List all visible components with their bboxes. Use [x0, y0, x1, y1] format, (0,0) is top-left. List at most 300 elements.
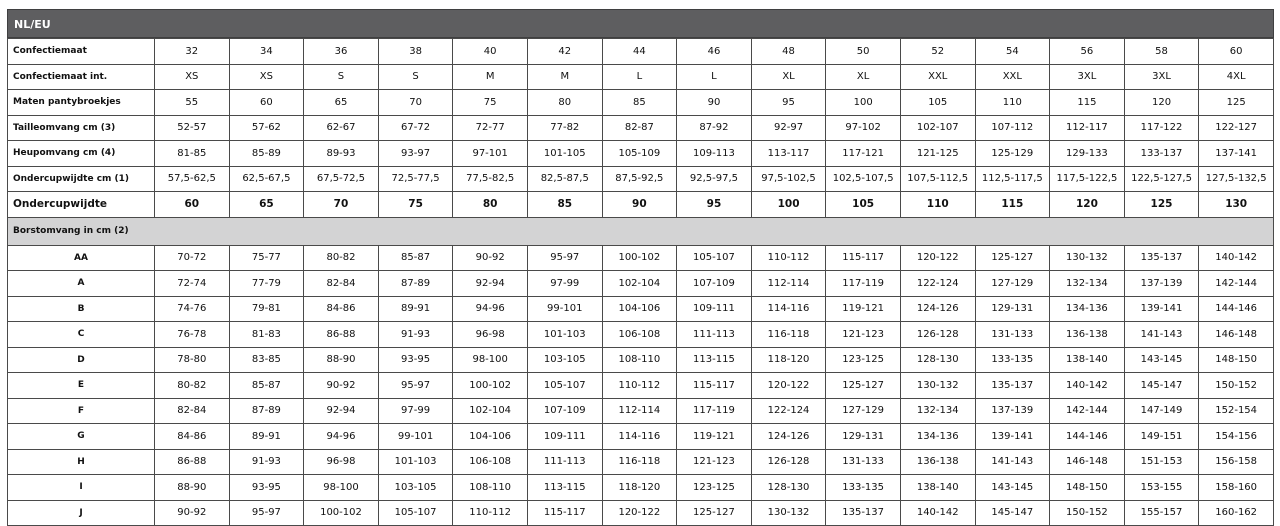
table-row — [8, 141, 1274, 167]
table-cell: 90-92 — [304, 373, 379, 399]
table-cell: 94-96 — [453, 296, 528, 322]
table-cell: 94-96 — [304, 424, 379, 450]
table-cell: 106-108 — [453, 449, 528, 475]
table-cell: 95 — [677, 192, 752, 218]
table-cell: 114-116 — [602, 424, 677, 450]
table-cell: 105 — [826, 192, 901, 218]
cup-size-label: F — [8, 398, 155, 424]
table-cell: 102-104 — [453, 398, 528, 424]
table-cell: 97-99 — [527, 271, 602, 297]
table-cell: 135-137 — [826, 500, 901, 526]
table-cell: 111-113 — [677, 322, 752, 348]
table-cell: 89-93 — [304, 141, 379, 167]
table-cell: 141-143 — [975, 449, 1050, 475]
table-row — [8, 373, 1274, 399]
table-cell: 44 — [602, 39, 677, 65]
table-cell: 139-141 — [1124, 296, 1199, 322]
table-cell: 125-127 — [677, 500, 752, 526]
table-cell: 138-140 — [1050, 347, 1125, 373]
table-cell: 131-133 — [826, 449, 901, 475]
table-cell: 121-123 — [826, 322, 901, 348]
table-cell: 38 — [378, 39, 453, 65]
table-cell: 139-141 — [975, 424, 1050, 450]
table-cell: 56 — [1050, 39, 1125, 65]
table-cell: 141-143 — [1124, 322, 1199, 348]
table-cell: 77-79 — [229, 271, 304, 297]
table-cell: 125 — [1199, 90, 1274, 116]
table-cell: 99-101 — [378, 424, 453, 450]
table-cell: 129-131 — [826, 424, 901, 450]
table-cell: 72-77 — [453, 115, 528, 141]
table-cell: 107-109 — [677, 271, 752, 297]
table-cell: 102-107 — [900, 115, 975, 141]
table-cell: 93-97 — [378, 141, 453, 167]
table-cell: 137-139 — [975, 398, 1050, 424]
table-cell: 135-137 — [975, 373, 1050, 399]
table-cell: 97-101 — [453, 141, 528, 167]
table-cell: S — [378, 64, 453, 90]
table-cell: 95-97 — [378, 373, 453, 399]
table-cell: 133-135 — [975, 347, 1050, 373]
table-cell: 140-142 — [900, 500, 975, 526]
table-row — [8, 449, 1274, 475]
row-label: Heupomvang cm (4) — [8, 141, 155, 167]
table-cell: 118-120 — [602, 475, 677, 501]
table-cell: 65 — [304, 90, 379, 116]
table-cell: 130-132 — [751, 500, 826, 526]
table-cell: 130-132 — [1050, 245, 1125, 271]
table-cell: 97-99 — [378, 398, 453, 424]
table-cell: XS — [229, 64, 304, 90]
table-row — [8, 271, 1274, 297]
table-cell: S — [304, 64, 379, 90]
table-cell: 91-93 — [229, 449, 304, 475]
table-cell: 85-87 — [229, 373, 304, 399]
table-cell: 148-150 — [1199, 347, 1274, 373]
table-cell: 105-107 — [677, 245, 752, 271]
table-cell: 118-120 — [751, 347, 826, 373]
table-cell: XXL — [975, 64, 1050, 90]
table-cell: 88-90 — [155, 475, 230, 501]
table-cell: 108-110 — [453, 475, 528, 501]
table-row — [8, 398, 1274, 424]
table-cell: 60 — [155, 192, 230, 218]
table-cell: 121-125 — [900, 141, 975, 167]
table-row — [8, 296, 1274, 322]
table-cell: 127-129 — [826, 398, 901, 424]
table-cell: 124-126 — [900, 296, 975, 322]
table-cell: 142-144 — [1199, 271, 1274, 297]
table-cell: 116-118 — [602, 449, 677, 475]
table-cell: 146-148 — [1050, 449, 1125, 475]
table-cell: 154-156 — [1199, 424, 1274, 450]
table-cell: 82-84 — [304, 271, 379, 297]
table-cell: 70 — [378, 90, 453, 116]
table-title: NL/EU — [7, 9, 1274, 38]
table-cell: 62-67 — [304, 115, 379, 141]
table-cell: 85-87 — [378, 245, 453, 271]
table-cell: 42 — [527, 39, 602, 65]
table-cell: 104-106 — [453, 424, 528, 450]
row-label: Confectiemaat int. — [8, 64, 155, 90]
table-cell: 122,5-127,5 — [1124, 166, 1199, 192]
cup-size-label: I — [8, 475, 155, 501]
table-cell: 82,5-87,5 — [527, 166, 602, 192]
table-cell: 134-136 — [900, 424, 975, 450]
table-cell: 135-137 — [1124, 245, 1199, 271]
table-cell: 99-101 — [527, 296, 602, 322]
table-cell: 150-152 — [1050, 500, 1125, 526]
table-cell: 129-131 — [975, 296, 1050, 322]
table-row — [8, 322, 1274, 348]
table-cell: 113-115 — [677, 347, 752, 373]
table-cell: 106-108 — [602, 322, 677, 348]
table-cell: 112-114 — [602, 398, 677, 424]
table-cell: 72-74 — [155, 271, 230, 297]
table-cell: 50 — [826, 39, 901, 65]
table-cell: 105-107 — [378, 500, 453, 526]
table-cell: M — [453, 64, 528, 90]
table-cell: 115 — [975, 192, 1050, 218]
table-cell: 90 — [602, 192, 677, 218]
table-cell: 146-148 — [1199, 322, 1274, 348]
table-cell: 134-136 — [1050, 296, 1125, 322]
table-cell: XS — [155, 64, 230, 90]
table-cell: 98-100 — [304, 475, 379, 501]
table-cell: 80-82 — [304, 245, 379, 271]
table-cell: 144-146 — [1199, 296, 1274, 322]
table-cell: 115-117 — [677, 373, 752, 399]
table-cell: 80-82 — [155, 373, 230, 399]
cup-size-label: C — [8, 322, 155, 348]
table-cell: 133-137 — [1124, 141, 1199, 167]
table-cell: 150-152 — [1199, 373, 1274, 399]
table-cell: 60 — [1199, 39, 1274, 65]
table-cell: 85 — [602, 90, 677, 116]
table-row — [8, 245, 1274, 271]
table-cell: 36 — [304, 39, 379, 65]
table-cell: 90 — [677, 90, 752, 116]
table-cell: 115 — [1050, 90, 1125, 116]
table-cell: 140-142 — [1199, 245, 1274, 271]
table-cell: 124-126 — [751, 424, 826, 450]
table-cell: 115-117 — [826, 245, 901, 271]
table-cell: 92,5-97,5 — [677, 166, 752, 192]
cup-size-label: J — [8, 500, 155, 526]
table-cell: 152-154 — [1199, 398, 1274, 424]
table-cell: 153-155 — [1124, 475, 1199, 501]
table-cell: M — [527, 64, 602, 90]
table-cell: 132-134 — [1050, 271, 1125, 297]
table-cell: 123-125 — [677, 475, 752, 501]
table-cell: 93-95 — [229, 475, 304, 501]
table-cell: 76-78 — [155, 322, 230, 348]
table-cell: 116-118 — [751, 322, 826, 348]
table-cell: 122-124 — [900, 271, 975, 297]
table-cell: 80 — [527, 90, 602, 116]
cup-size-label: H — [8, 449, 155, 475]
section-header-row — [8, 217, 1274, 245]
row-label: Maten pantybroekjes — [8, 90, 155, 116]
table-cell: 140-142 — [1050, 373, 1125, 399]
table-cell: 125-129 — [975, 141, 1050, 167]
table-cell: L — [677, 64, 752, 90]
table-cell: 155-157 — [1124, 500, 1199, 526]
table-cell: 100-102 — [453, 373, 528, 399]
table-cell: 123-125 — [826, 347, 901, 373]
table-cell: 92-94 — [304, 398, 379, 424]
table-cell: 100 — [751, 192, 826, 218]
table-cell: 58 — [1124, 39, 1199, 65]
table-row — [8, 500, 1274, 526]
table-cell: XL — [751, 64, 826, 90]
row-label: Ondercupwijdte — [8, 192, 155, 218]
table-cell: 113-117 — [751, 141, 826, 167]
table-cell: 101-105 — [527, 141, 602, 167]
table-cell: 143-145 — [1124, 347, 1199, 373]
table-cell: 91-93 — [378, 322, 453, 348]
table-cell: 105 — [900, 90, 975, 116]
table-cell: 101-103 — [527, 322, 602, 348]
table-cell: 48 — [751, 39, 826, 65]
table-cell: 119-121 — [677, 424, 752, 450]
table-cell: 130 — [1199, 192, 1274, 218]
table-cell: 117-121 — [826, 141, 901, 167]
table-cell: 75-77 — [229, 245, 304, 271]
table-cell: 75 — [378, 192, 453, 218]
table-cell: 120 — [1124, 90, 1199, 116]
table-cell: 90-92 — [453, 245, 528, 271]
size-table — [7, 38, 1274, 526]
table-cell: 147-149 — [1124, 398, 1199, 424]
table-cell: 108-110 — [602, 347, 677, 373]
table-cell: 107-109 — [527, 398, 602, 424]
table-cell: 95-97 — [229, 500, 304, 526]
table-cell: 129-133 — [1050, 141, 1125, 167]
table-cell: 107-112 — [975, 115, 1050, 141]
table-cell: 145-147 — [1124, 373, 1199, 399]
table-cell: 93-95 — [378, 347, 453, 373]
table-cell: 113-115 — [527, 475, 602, 501]
table-cell: 151-153 — [1124, 449, 1199, 475]
table-cell: 40 — [453, 39, 528, 65]
table-cell: 102-104 — [602, 271, 677, 297]
table-cell: 117,5-122,5 — [1050, 166, 1125, 192]
table-cell: 86-88 — [304, 322, 379, 348]
table-cell: 85-89 — [229, 141, 304, 167]
table-cell: 70 — [304, 192, 379, 218]
table-cell: 82-87 — [602, 115, 677, 141]
table-cell: 54 — [975, 39, 1050, 65]
table-cell: 148-150 — [1050, 475, 1125, 501]
table-cell: 87,5-92,5 — [602, 166, 677, 192]
section-label: Borstomvang in cm (2) — [8, 217, 1274, 245]
table-cell: 67,5-72,5 — [304, 166, 379, 192]
table-cell: 88-90 — [304, 347, 379, 373]
table-cell: 101-103 — [378, 449, 453, 475]
table-cell: 110 — [975, 90, 1050, 116]
table-cell: 32 — [155, 39, 230, 65]
table-cell: 111-113 — [527, 449, 602, 475]
table-cell: 122-127 — [1199, 115, 1274, 141]
table-cell: 160-162 — [1199, 500, 1274, 526]
table-cell: 95-97 — [527, 245, 602, 271]
table-cell: 78-80 — [155, 347, 230, 373]
table-cell: 109-111 — [677, 296, 752, 322]
table-cell: 112-117 — [1050, 115, 1125, 141]
table-row — [8, 475, 1274, 501]
table-cell: 55 — [155, 90, 230, 116]
table-cell: 92-94 — [453, 271, 528, 297]
cup-size-label: A — [8, 271, 155, 297]
table-cell: 77-82 — [527, 115, 602, 141]
table-cell: 136-138 — [900, 449, 975, 475]
table-cell: 120-122 — [900, 245, 975, 271]
table-cell: 84-86 — [304, 296, 379, 322]
table-cell: 117-119 — [677, 398, 752, 424]
table-cell: 112-114 — [751, 271, 826, 297]
table-cell: 130-132 — [900, 373, 975, 399]
table-cell: 128-130 — [900, 347, 975, 373]
table-cell: 112,5-117,5 — [975, 166, 1050, 192]
table-cell: 131-133 — [975, 322, 1050, 348]
table-cell: 114-116 — [751, 296, 826, 322]
table-cell: 62,5-67,5 — [229, 166, 304, 192]
table-cell: 80 — [453, 192, 528, 218]
table-cell: 82-84 — [155, 398, 230, 424]
table-row — [8, 64, 1274, 90]
table-cell: 97,5-102,5 — [751, 166, 826, 192]
table-row — [8, 39, 1274, 65]
table-cell: 120-122 — [751, 373, 826, 399]
table-cell: 46 — [677, 39, 752, 65]
cup-size-label: B — [8, 296, 155, 322]
table-cell: 90-92 — [155, 500, 230, 526]
table-cell: 109-111 — [527, 424, 602, 450]
table-cell: 126-128 — [900, 322, 975, 348]
table-cell: 87-89 — [378, 271, 453, 297]
table-cell: 72,5-77,5 — [378, 166, 453, 192]
cup-size-label: E — [8, 373, 155, 399]
table-cell: 109-113 — [677, 141, 752, 167]
table-cell: 67-72 — [378, 115, 453, 141]
table-cell: 83-85 — [229, 347, 304, 373]
table-cell: 89-91 — [229, 424, 304, 450]
table-cell: XL — [826, 64, 901, 90]
table-cell: 122-124 — [751, 398, 826, 424]
table-cell: 34 — [229, 39, 304, 65]
table-cell: 132-134 — [900, 398, 975, 424]
table-cell: 65 — [229, 192, 304, 218]
table-cell: 158-160 — [1199, 475, 1274, 501]
table-cell: 75 — [453, 90, 528, 116]
row-label: Tailleomvang cm (3) — [8, 115, 155, 141]
table-cell: 105-109 — [602, 141, 677, 167]
table-cell: 103-105 — [378, 475, 453, 501]
table-row — [8, 192, 1274, 218]
table-cell: 125-127 — [975, 245, 1050, 271]
table-cell: 105-107 — [527, 373, 602, 399]
row-label: Ondercupwijdte cm (1) — [8, 166, 155, 192]
table-cell: 92-97 — [751, 115, 826, 141]
table-cell: 3XL — [1124, 64, 1199, 90]
table-cell: 52-57 — [155, 115, 230, 141]
table-cell: 144-146 — [1050, 424, 1125, 450]
table-row — [8, 115, 1274, 141]
table-cell: 133-135 — [826, 475, 901, 501]
table-cell: 104-106 — [602, 296, 677, 322]
row-label: Confectiemaat — [8, 39, 155, 65]
table-cell: 98-100 — [453, 347, 528, 373]
table-cell: 125 — [1124, 192, 1199, 218]
table-cell: 136-138 — [1050, 322, 1125, 348]
table-cell: 97-102 — [826, 115, 901, 141]
table-cell: L — [602, 64, 677, 90]
table-cell: 86-88 — [155, 449, 230, 475]
table-cell: 57,5-62,5 — [155, 166, 230, 192]
table-row — [8, 90, 1274, 116]
table-cell: 81-83 — [229, 322, 304, 348]
table-cell: 115-117 — [527, 500, 602, 526]
table-cell: 120-122 — [602, 500, 677, 526]
table-cell: 96-98 — [304, 449, 379, 475]
table-cell: 87-89 — [229, 398, 304, 424]
table-cell: 143-145 — [975, 475, 1050, 501]
table-cell: 110-112 — [453, 500, 528, 526]
table-cell: 3XL — [1050, 64, 1125, 90]
table-cell: 57-62 — [229, 115, 304, 141]
cup-size-label: D — [8, 347, 155, 373]
table-cell: 149-151 — [1124, 424, 1199, 450]
table-cell: 70-72 — [155, 245, 230, 271]
size-chart — [7, 9, 1274, 526]
table-cell: 100-102 — [304, 500, 379, 526]
table-cell: 60 — [229, 90, 304, 116]
table-cell: 142-144 — [1050, 398, 1125, 424]
table-cell: 100-102 — [602, 245, 677, 271]
table-cell: 120 — [1050, 192, 1125, 218]
table-cell: 117-119 — [826, 271, 901, 297]
table-cell: 102,5-107,5 — [826, 166, 901, 192]
table-cell: 128-130 — [751, 475, 826, 501]
table-cell: 77,5-82,5 — [453, 166, 528, 192]
table-cell: 52 — [900, 39, 975, 65]
table-cell: 95 — [751, 90, 826, 116]
table-cell: 85 — [527, 192, 602, 218]
table-cell: 127-129 — [975, 271, 1050, 297]
table-cell: 74-76 — [155, 296, 230, 322]
table-cell: XXL — [900, 64, 975, 90]
table-row — [8, 166, 1274, 192]
cup-size-label: G — [8, 424, 155, 450]
table-cell: 89-91 — [378, 296, 453, 322]
table-cell: 156-158 — [1199, 449, 1274, 475]
table-cell: 119-121 — [826, 296, 901, 322]
table-cell: 110-112 — [602, 373, 677, 399]
table-cell: 138-140 — [900, 475, 975, 501]
table-cell: 137-141 — [1199, 141, 1274, 167]
table-cell: 4XL — [1199, 64, 1274, 90]
table-row — [8, 424, 1274, 450]
table-cell: 145-147 — [975, 500, 1050, 526]
table-row — [8, 347, 1274, 373]
cup-size-label: AA — [8, 245, 155, 271]
table-cell: 87-92 — [677, 115, 752, 141]
table-cell: 126-128 — [751, 449, 826, 475]
table-cell: 127,5-132,5 — [1199, 166, 1274, 192]
table-cell: 137-139 — [1124, 271, 1199, 297]
table-cell: 125-127 — [826, 373, 901, 399]
